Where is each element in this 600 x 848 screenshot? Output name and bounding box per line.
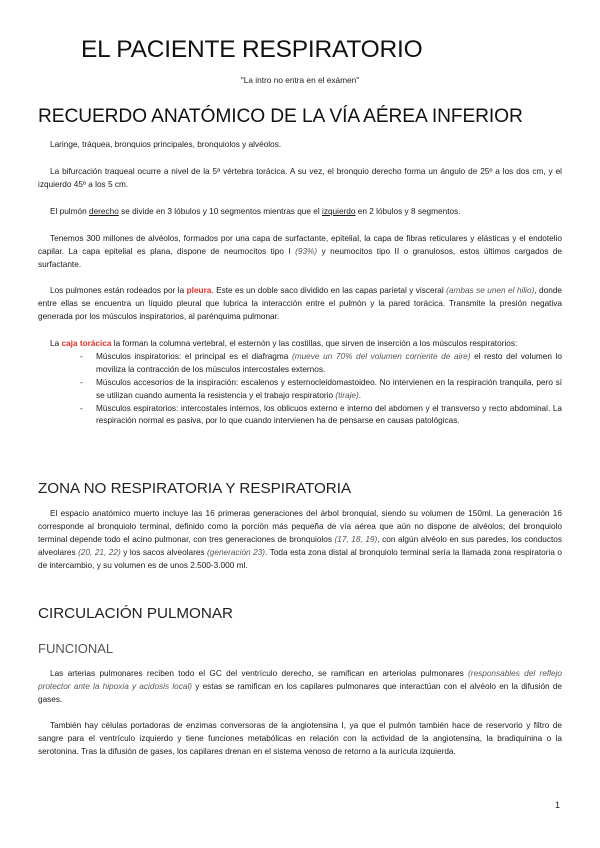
underlined-derecho: derecho — [88, 207, 119, 216]
list-item: - Músculos inspiratorios: el principal es el diafragma (mueve un 70% del volumen corriente de aire) el resto del volumen lo moviliza la contracción de los músculos intercostales externos. — [38, 351, 562, 377]
exam-note: "La intro no entra en el exámen" — [240, 75, 360, 85]
document-title: EL PACIENTE RESPIRATORIO — [81, 36, 423, 63]
paragraph-pulmonary-arteries: Las arterias pulmonares reciben todo el GC del ventrículo derecho, se ramifican en arteriolas pulmonares (responsables del reflejo protector ante la hipoxia y acidosis local) y estas se ramifican en los capilares pulmonares que interactúan con el alvéolo en la difusión de gases. — [38, 669, 563, 704]
section-heading-circulation: CIRCULACIÓN PULMONAR — [38, 605, 233, 622]
highlight-pleura: pleura — [186, 286, 212, 295]
subheading-funcional: FUNCIONAL — [38, 641, 114, 656]
paragraph-alveoli: Tenemos 300 millones de alvéolos, formados por una capa de surfactante, epitelial, la capa de fibras reticulares y elásticas y el endotelio capilar. La capa epitelial es plana, dispone de neumocitos tipo I (93%) y neumocitos tipo II o granulosos, estos últimos cargados de surfactante. — [38, 234, 562, 269]
muscle-list — [38, 351, 562, 428]
list-item: - Músculos espiratorios: intercostales internos, los oblicuos externo e interno del abdomen y el transverso y recto abdominal. La respiración normal es pasiva, por lo que cuando intervienen ha de pensarse en causas patológicas. — [38, 403, 562, 429]
paragraph-airway-parts: Laringe, tráquea, bronquios principales, bronquiolos y alvéolos. — [50, 140, 282, 149]
underlined-izquierdo: izquierdo — [321, 207, 356, 216]
list-item: - Músculos accesorios de la inspiración: escalenos y esternocleidomastoideo. No intervienen en la respiración tranquila, pero sí se utilizan cuando aumenta la resistencia y el trabajo respiratorio (tiraje). — [38, 377, 562, 403]
paragraph-angiotensin: También hay células portadoras de enzimas conversoras de la angiotensina I, ya que el pulmón también hace de reservorio y filtro de sangre para el ventrículo izquierdo y tiene funciones metabólicas en relación con la actividad de la angiotensina, la bradiquinina o la serotonina. Tras la difusión de gases, los capilares drenan en el sistema venoso de retorno a la aurícula izquierda. — [38, 721, 562, 756]
section-heading-zones: ZONA NO RESPIRATORIA Y RESPIRATORIA — [38, 480, 352, 497]
page-number: 1 — [554, 800, 560, 810]
paragraph-thorax: La caja torácica la forman la columna vertebral, el esternón y las costillas, que sirven de inserción a los músculos respiratorios: - Músculos inspiratorios: el principal es el diafragma (mueve un 70% del volumen corriente de aire) el resto del volumen lo moviliza la contracción de los músculos intercostales externos. - Músculos accesorios de la inspiración: escalenos y esternocleidomastoideo. No intervienen en la respiración tranquila, pero sí se utilizan cuando aumenta la resistencia y el trabajo respiratorio (tiraje). - Músculos espiratorios: intercostales internos, los oblicuos externo e interno del abdomen y el transverso y recto abdominal. La respiración normal es pasiva, por lo que cuando intervienen ha de pensarse en causas patológicas. — [38, 338, 562, 428]
paragraph-bifurcation: La bifurcación traqueal ocurre a nivel de la 5ª vértebra torácica. A su vez, el bronquio derecho forma un ángulo de 25º a los dos cm, y el izquierdo 45º a los 5 cm. — [38, 167, 562, 189]
highlight-caja-toracica: caja torácica — [61, 339, 112, 348]
section-heading-anatomy: RECUERDO ANATÓMICO DE LA VÍA AÉREA INFERIOR — [38, 106, 523, 127]
paragraph-dead-space: El espacio anatómico muerto incluye las 16 primeras generaciones del árbol bronquial, siendo su volumen de 150ml. La generación 16 corresponde al bronquiolo terminal, definido como la porción más pequeña de vía aérea que aún no dispone de alvéolos; del bronquiolo terminal depende todo el acino pulmonar, con tres generaciones de bronquiolos (17, 18, 19), con algún alvéolo en sus paredes, los conductos alveolares (20, 21, 22) y los sacos alveolares (generación 23). Toda esta zona distal al bronquiolo terminal sería la llamada zona respiratoria o de intercambio, y su volumen es de unos 2.500-3.000 ml. — [38, 509, 562, 570]
paragraph-pleura: Los pulmones están rodeados por la pleura. Este es un doble saco dividido en las capas parietal y visceral (ambas se unen el hilio), donde entre ellas se encuentra un líquido pleural que lubrica la interacción entre el pulmón y la pared torácica. Transmite la presión negativa generada por los músculos inspiratorios, al parénquima pulmonar. — [38, 286, 562, 321]
paragraph-lobes: El pulmón derecho se divide en 3 lóbulos y 10 segmentos mientras que el izquierdo en 2 lóbulos y 8 segmentos. — [50, 207, 461, 216]
